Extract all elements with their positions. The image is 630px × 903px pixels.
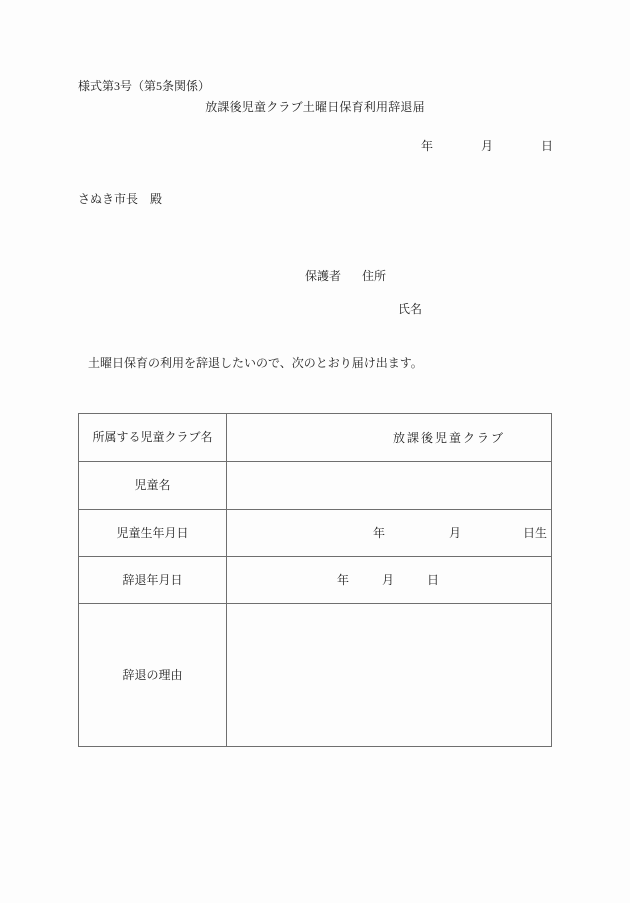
birth-day-label: 日生 bbox=[523, 525, 548, 540]
name-label: 氏名 bbox=[398, 302, 423, 316]
withdrawal-month-label: 月 bbox=[382, 572, 395, 587]
address-label: 住所 bbox=[362, 269, 387, 283]
date-month-label: 月 bbox=[481, 139, 494, 153]
guardian-label: 保護者 bbox=[305, 269, 342, 283]
row-label-withdrawal-date: 辞退年月日 bbox=[79, 557, 227, 604]
row-label-withdrawal-reason: 辞退の理由 bbox=[79, 604, 227, 746]
addressee: さぬき市長 殿 bbox=[78, 192, 163, 206]
club-name-value-cell bbox=[227, 414, 551, 462]
form-number: 様式第3号（第5条関係） bbox=[78, 79, 211, 93]
date-year-label: 年 bbox=[421, 139, 434, 153]
club-name-value: 放課後児童クラブ bbox=[393, 430, 506, 445]
withdrawal-date-value-cell bbox=[227, 557, 551, 604]
row-label-club-name: 所属する児童クラブ名 bbox=[79, 414, 227, 462]
child-name-value-cell bbox=[227, 462, 551, 510]
withdrawal-reason-value-cell bbox=[227, 604, 551, 746]
row-label-birth-date: 児童生年月日 bbox=[79, 510, 227, 557]
body-text: 土曜日保育の利用を辞退したいので、次のとおり届け出ます。 bbox=[88, 356, 423, 370]
birth-month-label: 月 bbox=[449, 525, 462, 540]
withdrawal-day-label: 日 bbox=[427, 572, 440, 587]
withdrawal-year-label: 年 bbox=[337, 572, 350, 587]
withdrawal-form-table bbox=[78, 413, 552, 747]
birth-year-label: 年 bbox=[373, 525, 386, 540]
date-day-label: 日 bbox=[541, 139, 554, 153]
document-title: 放課後児童クラブ土曜日保育利用辞退届 bbox=[205, 100, 425, 114]
row-label-child-name: 児童名 bbox=[79, 462, 227, 510]
submission-date-line bbox=[0, 139, 630, 154]
birth-date-value-cell bbox=[227, 510, 551, 557]
